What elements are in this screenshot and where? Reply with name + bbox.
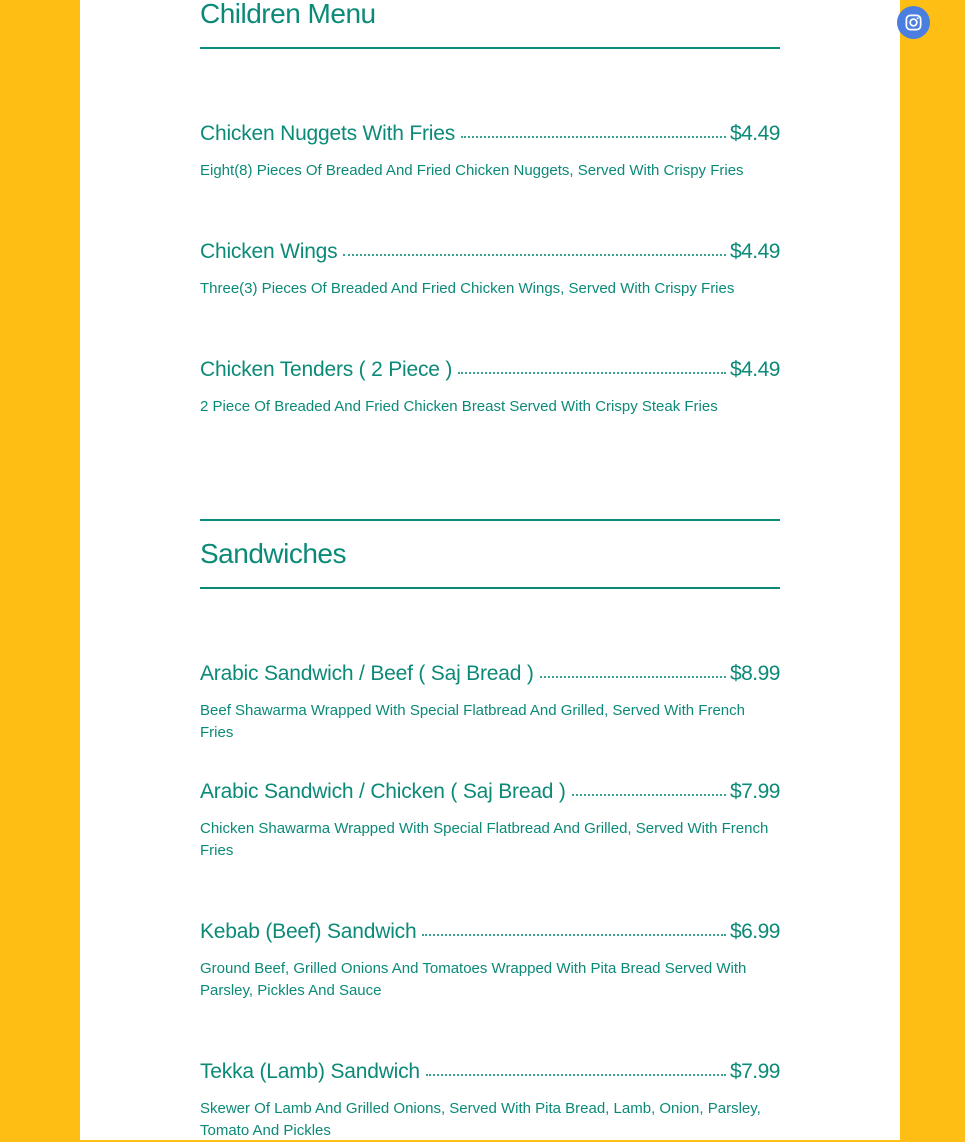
menu-item-name: Kebab (Beef) Sandwich: [200, 920, 417, 943]
menu-item: [200, 240, 780, 300]
menu-item-name: Arabic Sandwich / Chicken ( Saj Bread ): [200, 780, 566, 803]
menu-item-description: Eight(8) Pieces Of Breaded And Fried Chicken Nuggets, Served With Crispy Fries: [200, 162, 744, 179]
dot-leader: [461, 136, 726, 138]
menu-item-description: Chicken Shawarma Wrapped With Special Flatbread And Grilled, Served With French Fries: [200, 820, 769, 859]
instagram-button[interactable]: [897, 6, 930, 39]
menu-item-price: $6.99: [729, 920, 780, 943]
menu-item-price: $4.49: [729, 240, 780, 263]
menu-item-name: Chicken Nuggets With Fries: [200, 122, 456, 145]
dot-leader: [572, 794, 726, 796]
section-divider: [200, 587, 780, 589]
section-title-sandwiches: Sandwiches: [200, 538, 346, 569]
menu-item: [200, 358, 780, 418]
section-title-children-menu: Children Menu: [200, 0, 376, 29]
menu-item: [200, 1060, 780, 1142]
menu-item: [200, 920, 780, 1002]
menu-item-name: Arabic Sandwich / Beef ( Saj Bread ): [200, 662, 534, 685]
menu-item-name: Chicken Tenders ( 2 Piece ): [200, 358, 453, 381]
menu-item-price: $7.99: [729, 1060, 780, 1083]
menu-item-description: Skewer Of Lamb And Grilled Onions, Served With Pita Bread, Lamb, Onion, Parsley, Tomato And Pickles: [200, 1100, 761, 1139]
menu-item-price: $7.99: [729, 780, 780, 803]
menu-item-description: 2 Piece Of Breaded And Fried Chicken Breast Served With Crispy Steak Fries: [200, 398, 718, 415]
menu-item-price: $8.99: [729, 662, 780, 685]
menu-item-description: Beef Shawarma Wrapped With Special Flatbread And Grilled, Served With French Fries: [200, 702, 745, 741]
dot-leader: [426, 1074, 726, 1076]
menu-item-name: Tekka (Lamb) Sandwich: [200, 1060, 420, 1083]
dot-leader: [422, 934, 726, 936]
section-divider: [200, 519, 780, 521]
dot-leader: [540, 676, 726, 678]
instagram-icon: [904, 13, 923, 32]
menu-item-name: Chicken Wings: [200, 240, 338, 263]
menu-item-description: Ground Beef, Grilled Onions And Tomatoes Wrapped With Pita Bread Served With Parsley, Pickles And Sauce: [200, 960, 747, 999]
menu-item-price: $4.49: [729, 358, 780, 381]
menu-item-price: $4.49: [729, 122, 780, 145]
dot-leader: [343, 254, 725, 256]
menu-item: [200, 662, 780, 744]
menu-item-description: Three(3) Pieces Of Breaded And Fried Chicken Wings, Served With Crispy Fries: [200, 280, 735, 297]
dot-leader: [458, 372, 726, 374]
menu-item: [200, 122, 780, 182]
section-divider: [200, 47, 780, 49]
menu-item: [200, 780, 780, 862]
